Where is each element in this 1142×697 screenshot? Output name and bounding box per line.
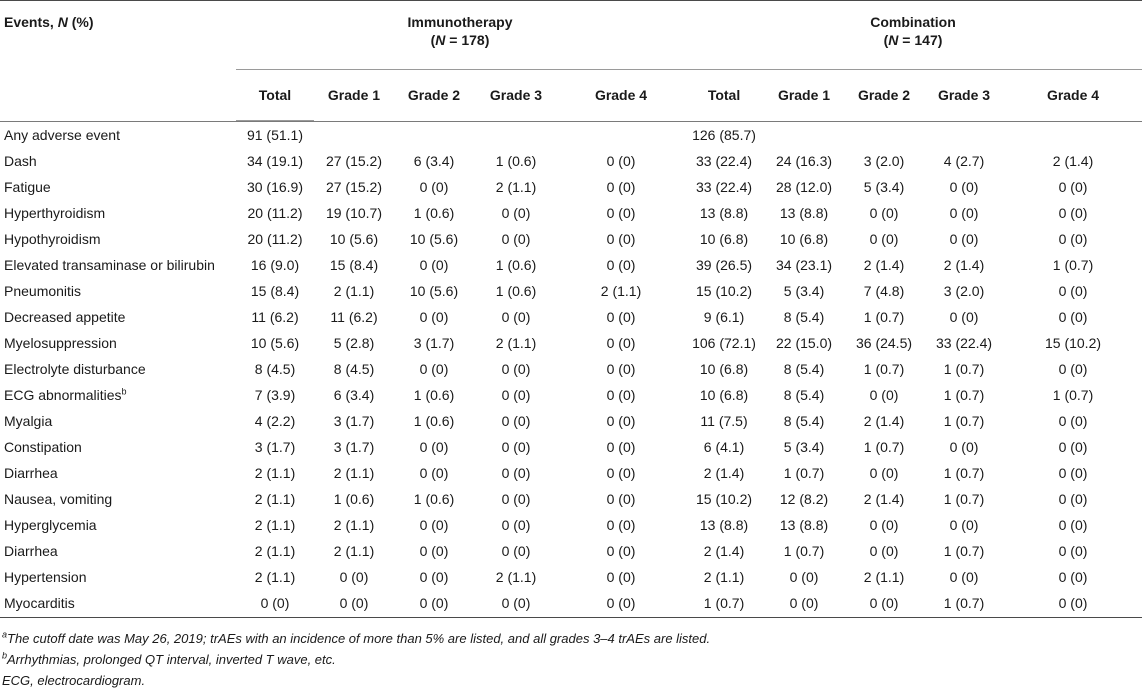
- comb-value-cell: [764, 122, 844, 149]
- event-name: Hypothyroidism: [4, 231, 101, 247]
- imm-value-cell: 0 (0): [339, 569, 369, 585]
- imm-value-cell: 0 (0): [501, 517, 531, 533]
- immunotherapy-group-header: [236, 1, 684, 70]
- comb-value-cell: 2 (1.4): [863, 413, 905, 429]
- comb-value-cell: 13 (8.8): [699, 517, 749, 533]
- events-label: Events,: [4, 14, 58, 30]
- imm-value-cell: 8 (4.5): [333, 361, 375, 377]
- comb-total-header: Total: [684, 70, 764, 121]
- comb-value-cell: 0 (0): [1058, 179, 1088, 195]
- event-name: Decreased appetite: [4, 309, 126, 325]
- event-name-cell: [0, 330, 236, 356]
- imm-value-cell: 3 (1.7): [333, 439, 375, 455]
- comb-value-cell: 0 (0): [789, 595, 819, 611]
- comb-value-cell: 0 (0): [1058, 413, 1088, 429]
- comb-value-cell: 0 (0): [1058, 491, 1088, 507]
- comb-value-cell: [1004, 122, 1142, 149]
- event-name-cell: [0, 174, 236, 200]
- imm-value-cell: 2 (1.1): [495, 179, 537, 195]
- event-name: Hypertension: [4, 569, 87, 585]
- imm-value-cell: 0 (0): [606, 179, 636, 195]
- imm-value-cell: 0 (0): [419, 309, 449, 325]
- imm-value-cell: 1 (0.6): [413, 205, 455, 221]
- imm-value-cell: 6 (3.4): [333, 387, 375, 403]
- event-name-cell: [0, 304, 236, 330]
- comb-value-cell: 7 (4.8): [863, 283, 905, 299]
- events-n: N: [57, 14, 68, 30]
- imm-value-cell: 1 (0.6): [413, 491, 455, 507]
- imm-value-cell: 2 (1.1): [495, 569, 537, 585]
- table-row: [0, 538, 1142, 564]
- table-row: [0, 564, 1142, 590]
- imm-value-cell: 0 (0): [606, 543, 636, 559]
- event-name: ECG abnormalities: [4, 387, 122, 403]
- sub-column-header-row: [0, 70, 1142, 121]
- imm-value-cell: 0 (0): [606, 439, 636, 455]
- comb-value-cell: 0 (0): [1058, 283, 1088, 299]
- comb-value-cell: [924, 122, 1004, 149]
- comb-value-cell: [844, 122, 924, 149]
- event-name: Hyperthyroidism: [4, 205, 106, 221]
- table-row: [0, 512, 1142, 538]
- comb-value-cell: 1 (0.7): [863, 361, 905, 377]
- comb-value-cell: 10 (6.8): [779, 231, 829, 247]
- table-row: [0, 382, 1142, 408]
- comb-value-cell: 0 (0): [1058, 361, 1088, 377]
- event-name-cell: [0, 278, 236, 304]
- imm-value-cell: 0 (0): [606, 491, 636, 507]
- imm-value-cell: 0 (0): [501, 595, 531, 611]
- comb-value-cell: 1 (0.7): [703, 595, 745, 611]
- combination-title: Combination: [870, 14, 956, 30]
- event-name: Diarrhea: [4, 543, 58, 559]
- comb-value-cell: 1 (0.7): [943, 491, 985, 507]
- comb-value-cell: 8 (5.4): [783, 413, 825, 429]
- event-name-cell: [0, 538, 236, 564]
- imm-value-cell: 4 (2.2): [254, 413, 296, 429]
- imm-value-cell: 2 (1.1): [254, 517, 296, 533]
- table-row: [0, 590, 1142, 616]
- comb-value-cell: 0 (0): [789, 569, 819, 585]
- imm-value-cell: 0 (0): [606, 153, 636, 169]
- comb-value-cell: 106 (72.1): [692, 335, 756, 351]
- imm-value-cell: 1 (0.6): [495, 153, 537, 169]
- imm-value-cell: 0 (0): [501, 465, 531, 481]
- imm-value-cell: 0 (0): [419, 517, 449, 533]
- comb-grade3-header: Grade 3: [924, 70, 1004, 121]
- imm-value-cell: 10 (5.6): [409, 231, 459, 247]
- comb-value-cell: 0 (0): [869, 387, 899, 403]
- imm-value-cell: 0 (0): [606, 335, 636, 351]
- comb-value-cell: 0 (0): [949, 179, 979, 195]
- imm-value-cell: 20 (11.2): [247, 205, 303, 221]
- event-name-cell: [0, 382, 236, 408]
- table-row: [0, 486, 1142, 512]
- comb-value-cell: 0 (0): [869, 595, 899, 611]
- comb-value-cell: 5 (3.4): [783, 439, 825, 455]
- event-name-cell: [0, 122, 236, 149]
- table-row: [0, 356, 1142, 382]
- event-name: Electrolyte disturbance: [4, 361, 146, 377]
- imm-value-cell: 15 (8.4): [329, 257, 379, 273]
- event-name: Myelosuppression: [4, 335, 117, 351]
- comb-value-cell: 0 (0): [949, 205, 979, 221]
- event-name: Fatigue: [4, 179, 51, 195]
- comb-value-cell: 0 (0): [869, 543, 899, 559]
- imm-grade1-header: Grade 1: [314, 70, 394, 121]
- comb-value-cell: 0 (0): [949, 309, 979, 325]
- footnote-a: [0, 628, 1142, 649]
- comb-grade1-header: Grade 1: [764, 70, 844, 121]
- comb-grade4-header: Grade 4: [1004, 70, 1142, 121]
- combination-n-var: N: [888, 32, 899, 48]
- imm-value-cell: 2 (1.1): [254, 491, 296, 507]
- immunotherapy-n-prefix: (: [430, 32, 436, 48]
- immunotherapy-title: Immunotherapy: [407, 14, 513, 30]
- comb-value-cell: 0 (0): [949, 231, 979, 247]
- comb-value-cell: 1 (0.7): [783, 543, 825, 559]
- comb-value-cell: 15 (10.2): [695, 491, 753, 507]
- imm-value-cell: 16 (9.0): [250, 257, 300, 273]
- imm-value-cell: 8 (4.5): [254, 361, 296, 377]
- imm-value-cell: 2 (1.1): [333, 517, 375, 533]
- imm-value-cell: 11 (6.2): [330, 309, 378, 325]
- imm-value-cell: [558, 122, 684, 149]
- imm-value-cell: 27 (15.2): [325, 179, 383, 195]
- comb-value-cell: 0 (0): [1058, 205, 1088, 221]
- combination-n-prefix: (: [883, 32, 889, 48]
- imm-value-cell: 0 (0): [339, 595, 369, 611]
- event-name: Any adverse event: [4, 127, 120, 143]
- imm-value-cell: [474, 122, 558, 149]
- comb-value-cell: 6 (4.1): [703, 439, 745, 455]
- imm-value-cell: 0 (0): [501, 309, 531, 325]
- comb-value-cell: 3 (2.0): [863, 153, 905, 169]
- imm-value-cell: 10 (5.6): [329, 231, 379, 247]
- imm-value-cell: 0 (0): [260, 595, 290, 611]
- comb-value-cell: 2 (1.4): [1052, 153, 1094, 169]
- imm-value-cell: 34 (19.1): [246, 153, 304, 169]
- imm-value-cell: 3 (1.7): [333, 413, 375, 429]
- event-name: Nausea, vomiting: [4, 491, 113, 507]
- event-name-cell: [0, 434, 236, 460]
- table-row: [0, 330, 1142, 356]
- imm-value-cell: 1 (0.6): [495, 257, 537, 273]
- imm-value-cell: 0 (0): [501, 543, 531, 559]
- imm-value-cell: 0 (0): [501, 491, 531, 507]
- comb-value-cell: 2 (1.4): [863, 257, 905, 273]
- comb-value-cell: 15 (10.2): [1044, 335, 1102, 351]
- imm-value-cell: 7 (3.9): [254, 387, 296, 403]
- comb-value-cell: 1 (0.7): [943, 413, 985, 429]
- combination-group-header: [684, 1, 1142, 70]
- event-name: Hyperglycemia: [4, 517, 97, 533]
- table-row: [0, 148, 1142, 174]
- event-name-cell: [0, 408, 236, 434]
- imm-value-cell: 0 (0): [501, 439, 531, 455]
- imm-value-cell: 11 (6.2): [251, 309, 299, 325]
- event-name-cell: [0, 200, 236, 226]
- comb-value-cell: 1 (0.7): [943, 543, 985, 559]
- imm-value-cell: 0 (0): [419, 361, 449, 377]
- table-row: [0, 200, 1142, 226]
- imm-value-cell: 91 (51.1): [246, 127, 304, 143]
- event-name: Dash: [4, 153, 37, 169]
- comb-value-cell: 0 (0): [869, 517, 899, 533]
- imm-total-header: Total: [236, 70, 314, 121]
- comb-value-cell: 22 (15.0): [775, 335, 833, 351]
- imm-value-cell: 1 (0.6): [413, 387, 455, 403]
- table-row: [0, 226, 1142, 252]
- comb-value-cell: 2 (1.1): [703, 569, 745, 585]
- imm-value-cell: 20 (11.2): [247, 231, 303, 247]
- imm-value-cell: 30 (16.9): [246, 179, 304, 195]
- event-name: Constipation: [4, 439, 82, 455]
- table-body: [0, 122, 1142, 617]
- comb-value-cell: 0 (0): [949, 517, 979, 533]
- table-row: [0, 252, 1142, 278]
- imm-value-cell: 5 (2.8): [333, 335, 375, 351]
- imm-value-cell: 2 (1.1): [333, 283, 375, 299]
- event-name: Elevated transaminase or bilirubin: [4, 257, 215, 273]
- comb-value-cell: 33 (22.4): [695, 153, 753, 169]
- imm-value-cell: 2 (1.1): [333, 543, 375, 559]
- comb-value-cell: 8 (5.4): [783, 387, 825, 403]
- imm-grade4-header: Grade 4: [558, 70, 684, 121]
- comb-value-cell: 11 (7.5): [700, 413, 748, 429]
- comb-value-cell: 1 (0.7): [943, 595, 985, 611]
- immunotherapy-n-value: = 178): [445, 32, 490, 48]
- comb-value-cell: 1 (0.7): [943, 465, 985, 481]
- imm-value-cell: 10 (5.6): [409, 283, 459, 299]
- imm-value-cell: 0 (0): [606, 231, 636, 247]
- comb-value-cell: 1 (0.7): [943, 387, 985, 403]
- combination-n: [684, 31, 1142, 49]
- table-row: [0, 434, 1142, 460]
- comb-value-cell: 8 (5.4): [783, 309, 825, 325]
- imm-value-cell: 0 (0): [606, 465, 636, 481]
- imm-value-cell: 1 (0.6): [413, 413, 455, 429]
- table-row: [0, 304, 1142, 330]
- comb-value-cell: 0 (0): [949, 569, 979, 585]
- comb-value-cell: 5 (3.4): [783, 283, 825, 299]
- event-name-cell: [0, 512, 236, 538]
- comb-value-cell: 3 (2.0): [943, 283, 985, 299]
- table-footnotes: [0, 617, 1142, 691]
- comb-value-cell: 0 (0): [1058, 465, 1088, 481]
- event-name-cell: [0, 564, 236, 590]
- imm-value-cell: 15 (8.4): [250, 283, 300, 299]
- comb-value-cell: 12 (8.2): [779, 491, 829, 507]
- imm-value-cell: 0 (0): [606, 205, 636, 221]
- imm-value-cell: 0 (0): [501, 231, 531, 247]
- imm-value-cell: 0 (0): [501, 413, 531, 429]
- imm-value-cell: 0 (0): [501, 205, 531, 221]
- event-name-cell: [0, 460, 236, 486]
- comb-value-cell: 13 (8.8): [779, 205, 829, 221]
- comb-value-cell: 0 (0): [1058, 439, 1088, 455]
- comb-value-cell: 13 (8.8): [779, 517, 829, 533]
- comb-value-cell: 0 (0): [1058, 569, 1088, 585]
- events-column-header: [0, 1, 236, 70]
- table-row: [0, 174, 1142, 200]
- imm-value-cell: 2 (1.1): [254, 543, 296, 559]
- comb-value-cell: 36 (24.5): [855, 335, 913, 351]
- imm-value-cell: 0 (0): [606, 387, 636, 403]
- comb-value-cell: 0 (0): [1058, 309, 1088, 325]
- immunotherapy-n: [236, 31, 684, 49]
- imm-value-cell: 2 (1.1): [254, 569, 296, 585]
- comb-value-cell: 0 (0): [1058, 517, 1088, 533]
- imm-value-cell: 0 (0): [606, 413, 636, 429]
- imm-grade2-header: Grade 2: [394, 70, 474, 121]
- comb-value-cell: 10 (6.8): [699, 387, 749, 403]
- comb-value-cell: 33 (22.4): [935, 335, 993, 351]
- comb-value-cell: 0 (0): [1058, 543, 1088, 559]
- events-pct: (%): [67, 14, 94, 30]
- comb-value-cell: 2 (1.4): [703, 465, 745, 481]
- event-name: Myocarditis: [4, 595, 75, 611]
- comb-value-cell: 0 (0): [1058, 595, 1088, 611]
- imm-value-cell: 0 (0): [501, 387, 531, 403]
- group-header-row: [0, 1, 1142, 70]
- footnote-a-marker: a: [2, 629, 8, 640]
- imm-value-cell: [314, 122, 394, 149]
- comb-value-cell: 2 (1.4): [943, 257, 985, 273]
- event-name-cell: [0, 486, 236, 512]
- event-name-cell: [0, 148, 236, 174]
- comb-value-cell: 5 (3.4): [863, 179, 905, 195]
- imm-value-cell: 0 (0): [606, 569, 636, 585]
- comb-value-cell: 2 (1.1): [863, 569, 905, 585]
- comb-value-cell: 34 (23.1): [775, 257, 833, 273]
- imm-value-cell: 3 (1.7): [413, 335, 455, 351]
- combination-n-value: = 147): [898, 32, 943, 48]
- comb-value-cell: 0 (0): [869, 465, 899, 481]
- imm-value-cell: 0 (0): [606, 517, 636, 533]
- imm-value-cell: 0 (0): [606, 361, 636, 377]
- imm-value-cell: 0 (0): [419, 543, 449, 559]
- imm-value-cell: 27 (15.2): [325, 153, 383, 169]
- comb-value-cell: 1 (0.7): [1052, 387, 1094, 403]
- comb-value-cell: 13 (8.8): [699, 205, 749, 221]
- table-row: [0, 122, 1142, 149]
- event-name: Myalgia: [4, 413, 53, 429]
- event-name-cell: [0, 356, 236, 382]
- comb-value-cell: 10 (6.8): [699, 231, 749, 247]
- imm-value-cell: 0 (0): [419, 439, 449, 455]
- event-name-cell: [0, 226, 236, 252]
- comb-value-cell: 2 (1.4): [703, 543, 745, 559]
- comb-value-cell: 1 (0.7): [943, 361, 985, 377]
- table-row: [0, 408, 1142, 434]
- imm-value-cell: [394, 122, 474, 149]
- event-name-cell: [0, 590, 236, 616]
- comb-value-cell: 4 (2.7): [943, 153, 985, 169]
- imm-value-cell: 3 (1.7): [254, 439, 296, 455]
- comb-value-cell: 0 (0): [869, 205, 899, 221]
- comb-value-cell: 0 (0): [1058, 231, 1088, 247]
- table-row: [0, 460, 1142, 486]
- imm-value-cell: 1 (0.6): [495, 283, 537, 299]
- comb-value-cell: 28 (12.0): [775, 179, 833, 195]
- imm-value-cell: 0 (0): [606, 309, 636, 325]
- event-name: Diarrhea: [4, 465, 58, 481]
- footnote-b: [0, 649, 1142, 670]
- imm-grade3-header: Grade 3: [474, 70, 558, 121]
- comb-value-cell: 1 (0.7): [1052, 257, 1094, 273]
- comb-value-cell: 15 (10.2): [695, 283, 753, 299]
- footnote-abbrev-text: ECG, electrocardiogram.: [2, 673, 146, 688]
- comb-value-cell: 2 (1.4): [863, 491, 905, 507]
- footnote-abbrev: [0, 670, 1142, 691]
- imm-value-cell: 0 (0): [419, 595, 449, 611]
- imm-value-cell: 1 (0.6): [333, 491, 375, 507]
- imm-value-cell: 0 (0): [501, 361, 531, 377]
- comb-value-cell: 39 (26.5): [695, 257, 753, 273]
- table-row: [0, 278, 1142, 304]
- imm-value-cell: 0 (0): [606, 595, 636, 611]
- comb-value-cell: 0 (0): [869, 231, 899, 247]
- imm-value-cell: 0 (0): [419, 179, 449, 195]
- imm-value-cell: 2 (1.1): [333, 465, 375, 481]
- imm-value-cell: 19 (10.7): [325, 205, 383, 221]
- comb-value-cell: 8 (5.4): [783, 361, 825, 377]
- imm-value-cell: 10 (5.6): [250, 335, 300, 351]
- footnote-a-text: The cutoff date was May 26, 2019; trAEs with an incidence of more than 5% are listed, and all grades 3–4 trAEs are listed.: [7, 631, 711, 646]
- comb-value-cell: 126 (85.7): [692, 127, 756, 143]
- imm-value-cell: 2 (1.1): [600, 283, 642, 299]
- comb-grade2-header: Grade 2: [844, 70, 924, 121]
- events-subheader-blank: [0, 70, 236, 121]
- comb-value-cell: 1 (0.7): [863, 309, 905, 325]
- imm-value-cell: 0 (0): [419, 569, 449, 585]
- footnote-b-marker: b: [2, 650, 8, 661]
- comb-value-cell: 24 (16.3): [775, 153, 833, 169]
- imm-value-cell: 0 (0): [419, 257, 449, 273]
- event-name: Pneumonitis: [4, 283, 82, 299]
- comb-value-cell: 1 (0.7): [783, 465, 825, 481]
- imm-value-cell: 2 (1.1): [495, 335, 537, 351]
- comb-value-cell: 33 (22.4): [695, 179, 753, 195]
- event-name-cell: [0, 252, 236, 278]
- imm-value-cell: 2 (1.1): [254, 465, 296, 481]
- comb-value-cell: 9 (6.1): [703, 309, 745, 325]
- event-footnote-marker: b: [121, 386, 127, 397]
- imm-value-cell: 0 (0): [606, 257, 636, 273]
- comb-value-cell: 0 (0): [949, 439, 979, 455]
- comb-value-cell: 1 (0.7): [863, 439, 905, 455]
- imm-value-cell: 6 (3.4): [413, 153, 455, 169]
- comb-value-cell: 10 (6.8): [699, 361, 749, 377]
- immunotherapy-n-var: N: [435, 32, 446, 48]
- footnote-b-text: Arrhythmias, prolonged QT interval, inverted T wave, etc.: [7, 652, 336, 667]
- imm-value-cell: 0 (0): [419, 465, 449, 481]
